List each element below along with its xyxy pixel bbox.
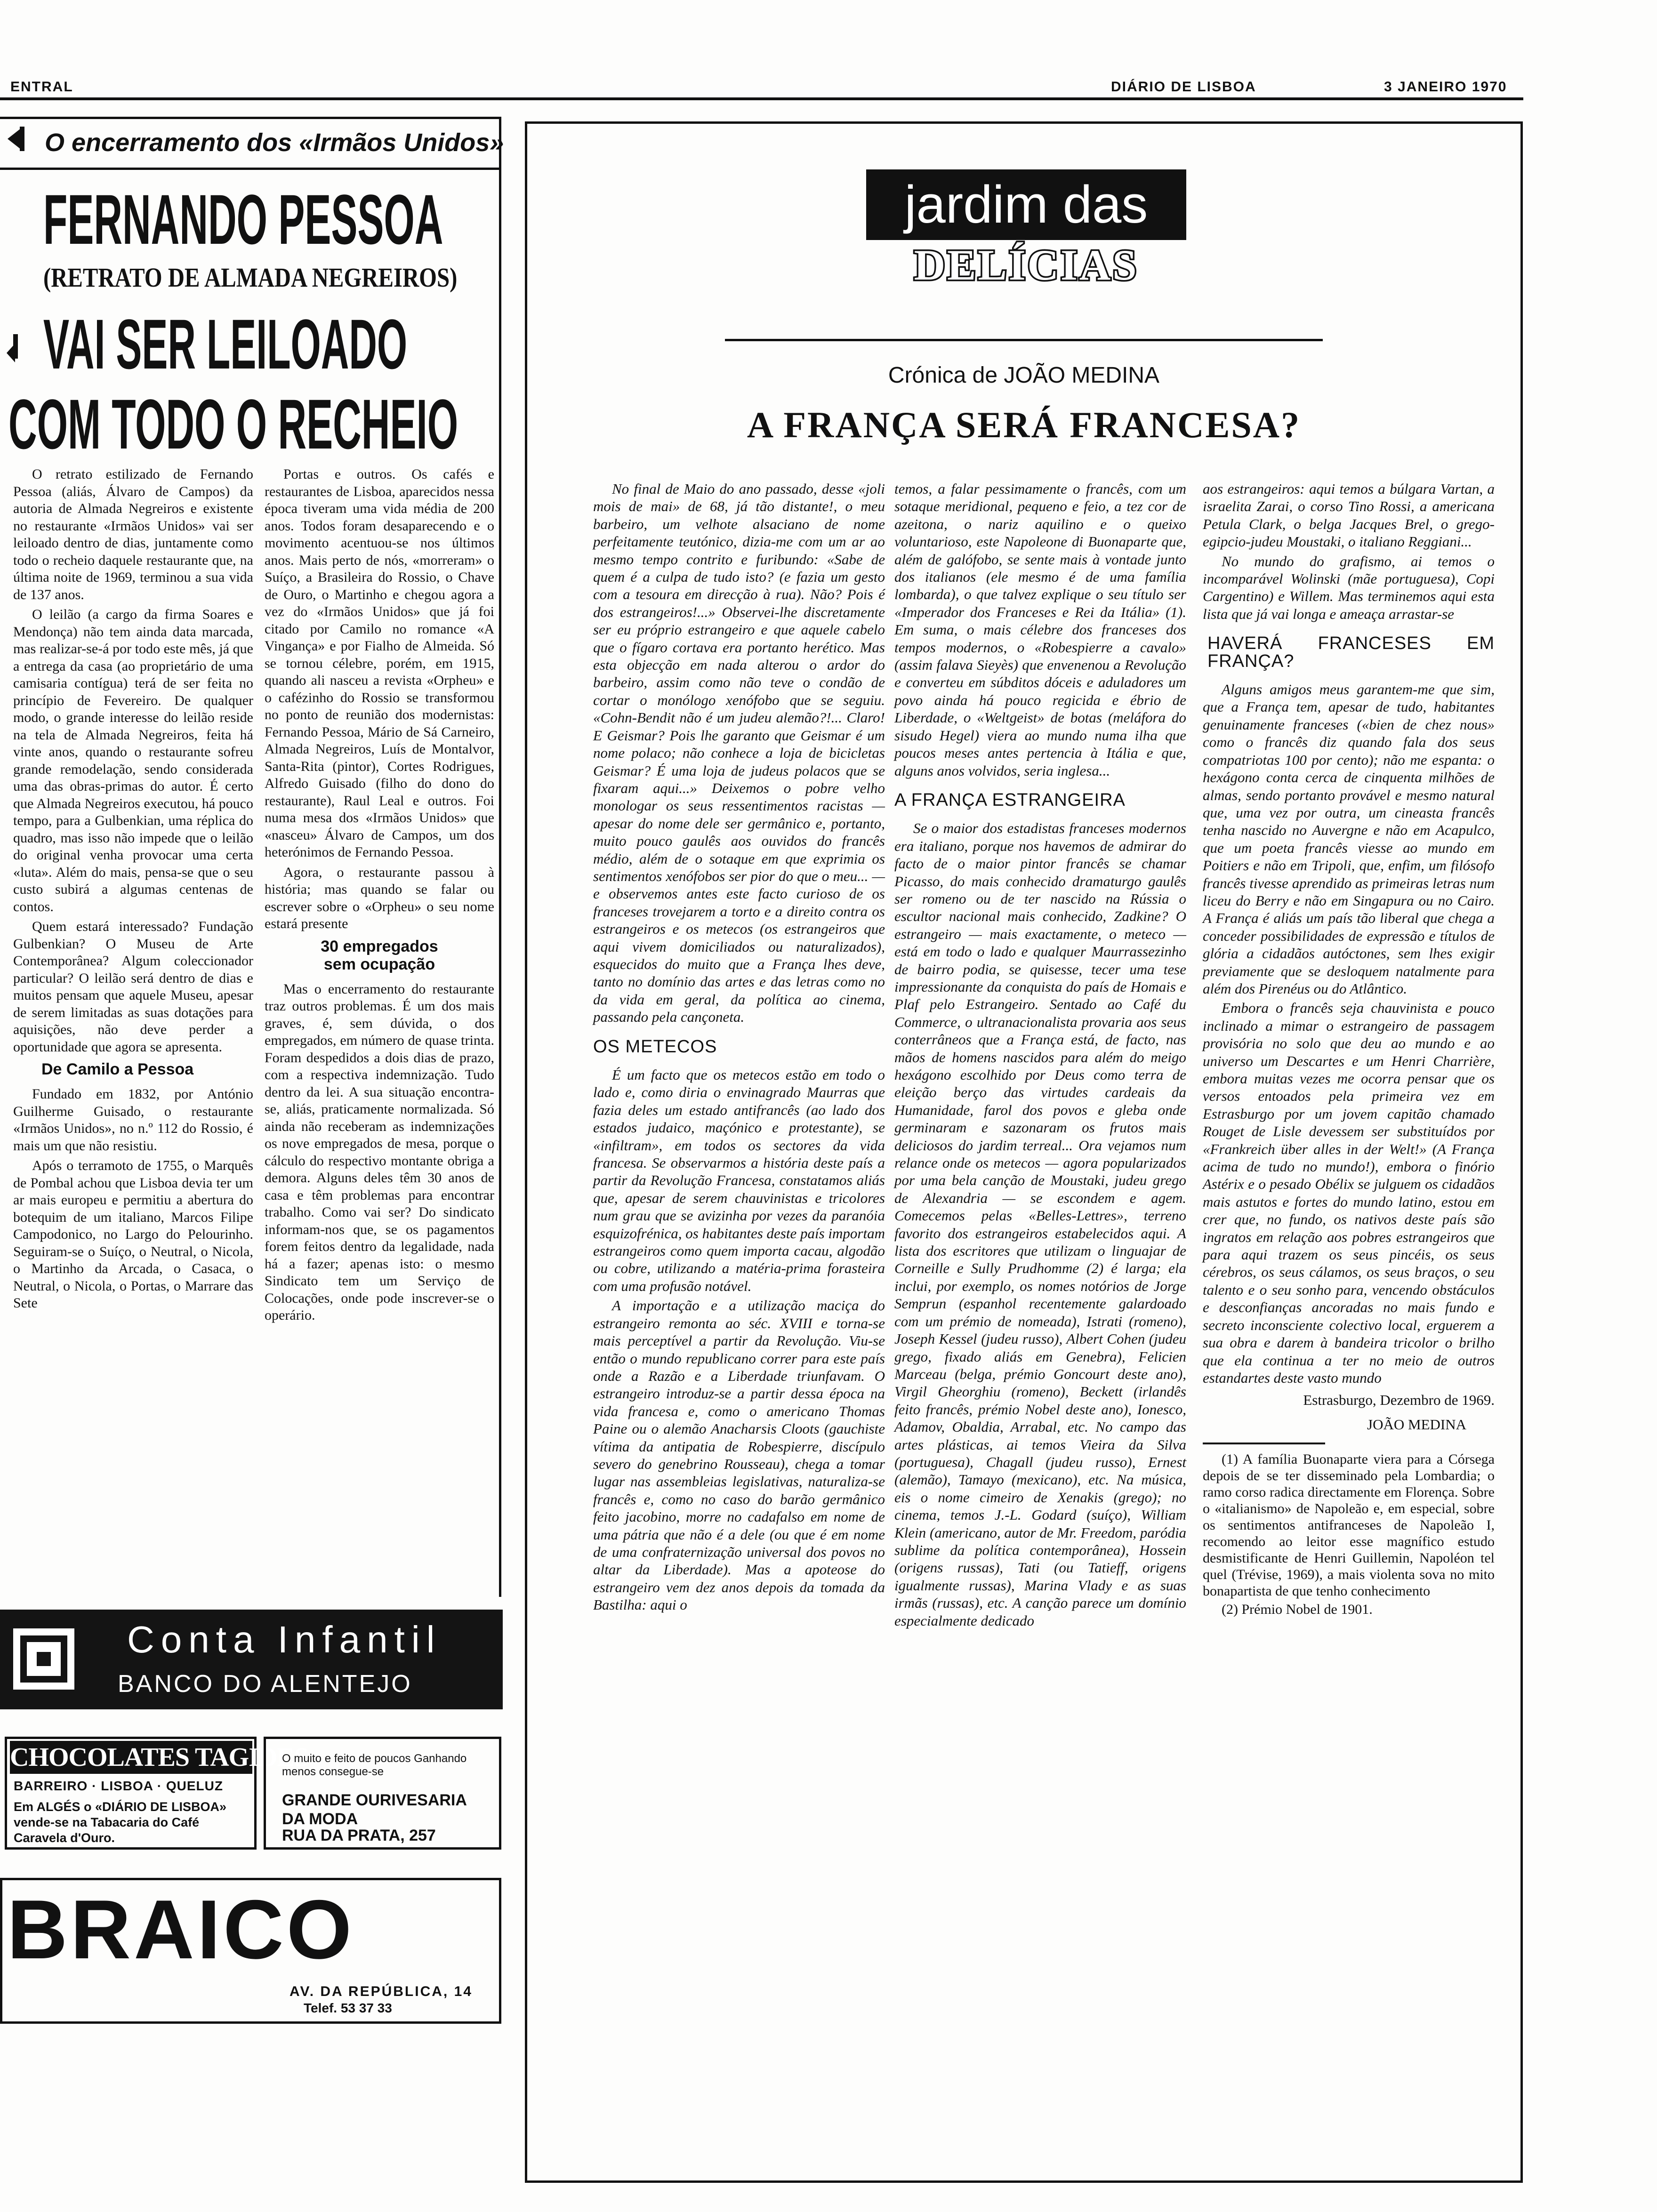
paragraph: temos, a falar pessimamente o francês, com um sotaque meridional, pequeno e feio, a tez cor de azeitona, o nariz aquilino e o queixo voluntarioso, este Napoleone di Buonaparte que, além de galófobo, se sente mais à vontade junto dos italianos (ele mesmo é de uma família lombarda), o que talvez explique o seu título ser «Imperador dos Franceses e Rei da Itália» (1). Em suma, o mais célebre dos franceses dos tempos modernos, o «Robespierre a cavalo» (assim falava Sieyès) que envenenou a Revolução e converteu em súbditos dóceis e aduladores um povo ainda há pouco regicida e ébrio de Liberdade, o «Weltgeist» de botas (meláfora do sisudo Hegel) viera ao mundo numa ilha que poucos meses antes pertencia à Itália e que, alguns anos volvidos, seria inglesa... bbox=[894, 481, 1186, 779]
ad-conta-bank: BANCO DO ALENTEJO bbox=[118, 1670, 412, 1698]
byline: Crónica de JOÃO MEDINA bbox=[888, 363, 1160, 388]
paragraph: No mundo do grafismo, ai temos o incomparável Wolinski (mãe portuguesa), Copi Cargentino) e Willem. Mas terminemos aqui esta lista que já vai longa e ameaça arrastar-se bbox=[1203, 553, 1495, 622]
footnote-1: (1) A família Buonaparte viera para a Córsega depois de se ter disseminado pela Lombardia; o ramo corso radica directamente em Florença. Sobre o «italianismo» de Napoleão e, em especial, sobre os sentimentos antifranceses de Napoleão I, recomendo ao leitor esse magnífico estudo desmistificante de Henri Guillemin, Napoléon tel quel (Trévise, 1969), a mais violenta sova no mito bonapartista de que tenho conhecimento bbox=[1203, 1451, 1495, 1599]
right-column-2 bbox=[894, 480, 1186, 2099]
paragraph: Fundado em 1832, por António Guilherme Guisado, o restaurante «Irmãos Unidos», no n.º 112 do Rossio, é mais um que não resistiu. bbox=[13, 1086, 253, 1154]
ad-chocolates-text: Em ALGÉS o «DIÁRIO DE LISBOA» vende-se na Tabacaria do Café Caravela d'Ouro. bbox=[14, 1800, 227, 1845]
section-label: ENTRAL bbox=[10, 79, 73, 95]
arrow-icon bbox=[8, 125, 26, 153]
logo-jardim-das: jardim das bbox=[866, 169, 1186, 240]
paragraph: Alguns amigos meus garantem-me que sim, que a França tem, apesar de tudo, habitantes genuinamente franceses («bien de chez nous» como o francês diz quando fala dos seus compatriotas 100 por cento); não me espanta: o hexágono conta cerca de cinquenta milhões de almas, sendo portanto provável e mesmo natural que, uma vez por outra, um cineasta francês tenha nascido no Auvergne e não em Acapulco, que um poeta francês viesse ao mundo em Poitiers e não em Tripoli, que, enfim, um filósofo francês tivesse aprendido as primeiras letras num liceu do Berry e não em Singapura ou no Cairo. A França é aliás um país tão liberal que chega a conceder possibilidades de expressão e títulos de glória a cidadãos autóctones, sem lhes exigir previamente que se desloquem natalmente para além dos Pirenéus ou do Atlântico. bbox=[1203, 681, 1495, 997]
paragraph: Se o maior dos estadistas franceses modernos era italiano, porque nos havemos de admirar do facto de o maior pintor francês se chamar Picasso, do mais conhecido dramaturgo gaulês ser romeno ou de ter nascido na Rússia o escultor nacional mais conhecido, Zadkine? O estrangeiro — mais exactamente, o meteco — está em todo o lado e qualquer Maurrassezinho de bairro podia, se quisesse, tecer uma tese impressionante da conquista do país de Homais e Plaf pelo Estrangeiro. Sentado ao Café du Commerce, o ultranacionalista provaria aos seus conterrâneos que a França está, de facto, nas mãos de homens nascidos para além do meigo hexágono escolhido por Deus como terra de eleição berço das virtudes cardeais da Humanidade, farol dos povos e gleba onde germinaram e sazonaram os frutos mais deliciosos do jardim terreal... Ora vejamos num relance onde os metecos — agora popularizados por uma bela canção de Moustaki, judeu grego de Alexandria — se escondem e agem. Comecemos pelas «Belles-Lettres», terreno favorito dos estrangeiros estabelecidos aqui. A lista dos escritores que utilizam o linguajar de Corneille e Sully Prudhomme (2) é larga; ela inclui, por exemplo, os nomes notórios de Jorge Semprun (espanhol recentemente galardoado com um prémio de nomeada), Istrati (romeno), Joseph Kessel (judeu russo), Albert Cohen (judeu grego, fixado aliás em Genebra), Felicien Marceau (belga, prémio Goncourt deste ano), Virgil Gheorghiu (romeno), Beckett (irlandês feito francês, prémio Nobel deste ano), Ionesco, Adamov, Obaldia, Arrabal, etc. No campo das artes plásticas, ai temos Vieira da Silva (portuguesa), Chagall (judeu russo), Ernest (alemão), Tamayo (mexicano), etc. Na música, eis o nome cimeiro de Xenakis (grego); no cinema, temos J.-L. Godard (suíço), William Klein (americano, autor de Mr. Freedom, paródia sublime da política contemporânea), Hossein (origens russas), Tati (ou Tatieff, origens igualmente russas), Marina Vlady e as suas irmãs (russas), etc. A canção parece um domínio especialmente dedicado bbox=[894, 820, 1186, 1629]
ad-braico bbox=[0, 1878, 501, 2024]
ad-conta-title: Conta Infantil bbox=[127, 1619, 442, 1660]
paragraph: O leilão (a cargo da firma Soares e Mendonça) não tem ainda data marcada, mas realizar-se-á por todo este mês, já que a entrega da casa (ao proprietário de uma camisaria contígua) terá de ser feita no princípio de Fevereiro. De qualquer modo, o grande interesse do leilão reside na tela de Almada Negreiros, feita há vinte anos, quando o restaurante sofreu grande remodelação, sendo considerada uma das obras-primas do autor. É certo que Almada Negreiros executou, há pouco tempo, para a Gulbenkian, uma réplica do quadro, mas isso não impede que o leilão do original venha provocar uma certa «luta». Além do mais, pensa-se que o seu custo subirá a algumas centenas de contos. bbox=[13, 607, 253, 914]
headline-arrow-icon bbox=[7, 329, 25, 362]
paragraph: O retrato estilizado de Fernando Pessoa (aliás, Álvaro de Campos) da autoria de Almada Negreiros e existente no restaurante «Irmãos Unidos» vai ser leiloado dentro de dias, juntamente como todo o recheio daquele restaurante que, na última noite de 1969, terminou a sua vida de 137 anos. bbox=[13, 466, 253, 602]
paragraph: Quem estará interessado? Fundação Gulbenkian? O Museu de Arte Contemporânea? Algum coleccionador particular? O leilão será dentro de dias e muitos pensam que aquele Museu, apesar de serem limitadas as suas dotações para aquisições, não deve perder a oportunidade que agora se apresenta. bbox=[13, 919, 253, 1055]
ad-ourivesaria-address: RUA DA PRATA, 257 bbox=[282, 1827, 436, 1844]
article-kicker: O encerramento dos «Irmãos Unidos» bbox=[45, 128, 504, 157]
ad-ourivesaria-name: GRANDE OURIVESARIA DA MODA bbox=[282, 1791, 467, 1828]
ad-braico-phone: Telef. 53 37 33 bbox=[304, 2001, 392, 2015]
paragraph: A importação e a utilização maciça do estrangeiro remonta ao séc. XVIII e torna-se mais perceptível a partir da Revolução. Viu-se então o mundo republicano correr para este país onde a Razão e a Liberdade triunfavam. O estrangeiro introduz-se a partir dessa época na vida francesa e, como o americano Thomas Paine ou o alemão Anacharsis Cloots (gauchiste vítima da antipatia de Robespierre, discípulo severo do genebrino Rousseau), chega a tomar lugar nas assembleias legislativas, naturaliza-se francês e, como no caso do barão germânico feito jacobino, morre no cadafalso em nome de uma pátria que não é a dele (ou que é em nome de uma confraternização universal dos povos no altar da Liberdade). Mas a apoteose do estrangeiro vem dez anos depois da tomada da Bastilha: aqui o bbox=[593, 1297, 885, 1613]
left-column-1 bbox=[13, 466, 253, 1546]
footnote-2: (2) Prémio Nobel de 1901. bbox=[1222, 1602, 1373, 1618]
ad-conta-infantil bbox=[0, 1610, 503, 1709]
paragraph: Embora o francês seja chauvinista e pouco inclinado a mimar o estrangeiro de passagem provisória no solo que deu ao mundo e ao universo um Descartes e um Henri Charrière, embora muitas vezes me ocorra pensar que os versos entoados pela primeira vez em Estrasburgo por um jovem capitão chamado Rouget de Lisle devessem ser substituídos por «Frankreich über alles in der Welt!» (A França acima de tudo no mundo!), embora o finório Astérix e o pesado Obélix se julguem os cidadãos mais astutos e fortes do mundo latino, estou em crer que, no fundo, os nativos deste país são ingratos em relação aos pobres estrangeiros que para aqui trazem os seus pincéis, os seus cérebros, os seus cálamos, os seus braços, o seu talento e o seu sonho para, vencendo obstáculos e desconfianças ancoradas no mais fundo e secreto inconsciente colectivo local, erguerem a sua obra e darem à bandeira tricolor o brilho que ela continua a ter no meio de outros estandartes deste vasto mundo bbox=[1203, 1000, 1495, 1386]
paragraph: Mas o encerramento do restaurante traz outros problemas. É um dos mais graves, é, sem dúvida, o dos empregados, em número de quase trinta. Foram despedidos a dois dias de prazo, com a respectiva indemnização. Tudo dentro da lei. A sua situação encontra-se, aliás, praticamente normalizada. Só ainda não receberam as indemnizações os nove empregados de mesa, porque o cálculo do respectivo montante obriga a demora. Alguns deles têm 30 anos de casa e têm problemas para encontrar trabalho. Como vai ser? Do sindicato informam-nos que, se os pagamentos forem feitos dentro da legalidade, nada há a fazer; apenas isto: o mesmo Sindicato tem um Serviço de Colocações, onde pode inscrever-se o operário. bbox=[265, 981, 494, 1323]
right-column-3 bbox=[1203, 480, 1495, 2099]
newspaper-name: DIÁRIO DE LISBOA bbox=[1111, 79, 1256, 95]
logo-delicias: DELÍCIAS bbox=[914, 241, 1139, 289]
title-rule bbox=[725, 339, 1323, 341]
paragraph: Portas e outros. Os cafés e restaurantes de Lisboa, aparecidos nessa época tiveram uma vida média de 200 anos. Todos foram desaparecendo e o movimento acentuou-se nos últimos anos. Mais perto de nós, «morreram» o Suíço, a Brasileira do Rossio, o Chave de Ouro, o Martinho e chegou agora a vez do «Irmãos Unidos» que já foi citado por Camilo no romance «A Vingança» e por Fialho de Almeida. Só se tornou célebre, porém, em 1915, quando ali nasceu a revista «Orpheu» e o cafézinho do Rossio se transformou no ponto de reunião dos modernistas: Fernando Pessoa, Mário de Sá Carneiro, Almada Negreiros, Luís de Montalvor, Santa-Rita (pintor), Cortes Rodrigues, Alfredo Guisado (filho do dono do restaurante), Raul Leal e outros. Foi numa mesa dos «Irmãos Unidos» que «nasceu» Álvaro de Campos, um dos heterónimos de Fernando Pessoa. bbox=[265, 466, 494, 860]
headline-line-1: FERNANDO PESSOA bbox=[43, 180, 443, 259]
footnote-rule bbox=[1203, 1443, 1325, 1444]
place-date: Estrasburgo, Dezembro de 1969. bbox=[1303, 1392, 1495, 1409]
ad-braico-address: AV. DA REPÚBLICA, 14 bbox=[290, 1984, 473, 1999]
section-logo bbox=[866, 169, 1186, 287]
ad-chocolates-places: BARREIRO · LISBOA · QUELUZ bbox=[14, 1779, 223, 1793]
subheading-franca-estrangeira: A FRANÇA ESTRANGEIRA bbox=[894, 790, 1126, 810]
headline-line-3: VAI SER LEILOADO bbox=[43, 305, 408, 384]
ad-ourivesaria-text: O muito e feito de poucos Ganhando menos consegue-se bbox=[282, 1752, 467, 1778]
ad-chocolates bbox=[5, 1737, 308, 1850]
paragraph: No final de Maio do ano passado, desse «joli mois de mai» de 68, já tão distante!, o meu barbeiro, um velhote alsaciano de nome perfeitamente teutónico, dizia-me com um ar ao mesmo tempo contrito e furibundo: «Sabe de quem é a culpa de tudo isto? (e fazia um gesto com a tesoura em direcção à rua). Não? Pois é dos estrangeiros!...» Observei-lhe discretamente ser eu próprio estrangeiro e que aquele cabelo que o fígaro cortava era portanto herético. Mas esta objecção em nada alterou o ardor do barbeiro, assim como não teve o condão de cortar o monólogo xenófobo que se seguiu. «Cohn-Bendit não é um judeu alemão?!... Claro! E Geismar? Pois lhe garanto que Geismar é um nome polaco; não conhece a loja de bicicletas Geismar? É uma loja de judeus polacos que se fixaram aqui...» Deixemos o pobre velho monologar os seus ressentimentos racistas — apesar do nome dele ser germânico e, portanto, muito pouco gaulês aos ouvidos do francês médio, além de o sotaque em que exprimia os sentimentos xenófobos ser pior do que o meu... — e observemos antes este facto curioso de os franceses trovejarem a torto e a direito contra os estrangeiros e os metecos (os estrangeiros que aqui vivem domiciliados ou naturalizados), esquecidos do muito que a França lhes deve, tanto no domínio das artes e das letras como no da vida em geral, da política ao cinema, passando pela cançoneta. bbox=[593, 481, 885, 1026]
ad-braico-name: BRAICO bbox=[7, 1883, 355, 1976]
paragraph: Após o terramoto de 1755, o Marquês de Pombal achou que Lisboa devia ter um ar mais europeu e permitiu a abertura do botequim de um italiano, Marcos Filipe Campodonico, no Largo do Pelourinho. Seguiram-se o Suíço, o Neutral, o Nicola, o Martinho da Arcada, o Casaca, o Neutral, o Nicola, o Portas, o Marrare das Sete bbox=[13, 1158, 253, 1311]
bank-logo-icon bbox=[13, 1628, 74, 1690]
headline-line-2: (RETRATO DE ALMADA NEGREIROS) bbox=[43, 262, 458, 293]
issue-date: 3 JANEIRO 1970 bbox=[1384, 79, 1507, 95]
header-rule bbox=[0, 97, 1523, 100]
headline-line-4: COM TODO O RECHEIO bbox=[8, 385, 458, 464]
ad-ourivesaria bbox=[264, 1737, 501, 1850]
left-column-2 bbox=[265, 466, 494, 1546]
right-column-1 bbox=[593, 480, 885, 2099]
kicker-rule bbox=[0, 168, 500, 170]
paragraph: Agora, o restaurante passou à história; mas quando se falar ou escrever sobre o «Orpheu» o seu nome estará presente bbox=[265, 864, 494, 931]
paragraph: É um facto que os metecos estão em todo o lado e, como diria o envinagrado Maurras que fazia deles um estado antifrancês (ao lado dos estados judaico, maçónico e protestante), se «infiltram», em todos os sectores da vida francesa. Se observarmos a história deste país a partir da Revolução Francesa, constatamos aliás que, apesar de serem chauvinistas e tricolores num grau que se avizinha por vezes da paranóia esquizofrénica, os habitantes deste país importam estrangeiros como quem importa cacau, algodão ou cobre, utilizando a matéria-prima forasteira com uma profusão notável. bbox=[593, 1066, 885, 1294]
article-title: A FRANÇA SERÁ FRANCESA? bbox=[747, 404, 1301, 445]
subheading-empregados: 30 empregados sem ocupação bbox=[321, 937, 438, 973]
paragraph: aos estrangeiros: aqui temos a búlgara Vartan, a israelita Zarai, o corso Tino Rossi, a americana Petula Clark, o belga Jacques Brel, o grego-egipcio-judeu Moustaki, o italiano Reggiani... bbox=[1203, 481, 1495, 550]
subheading-havera: HAVERÁ FRANCESES EM FRANÇA? bbox=[1207, 633, 1495, 671]
ad-chocolates-name: CHOCOLATES TAGIDES bbox=[10, 1741, 252, 1774]
subheading-camilo: De Camilo a Pessoa bbox=[41, 1060, 194, 1078]
subheading-metecos: OS METECOS bbox=[593, 1036, 717, 1057]
author-signature: JOÃO MEDINA bbox=[1367, 1416, 1466, 1433]
